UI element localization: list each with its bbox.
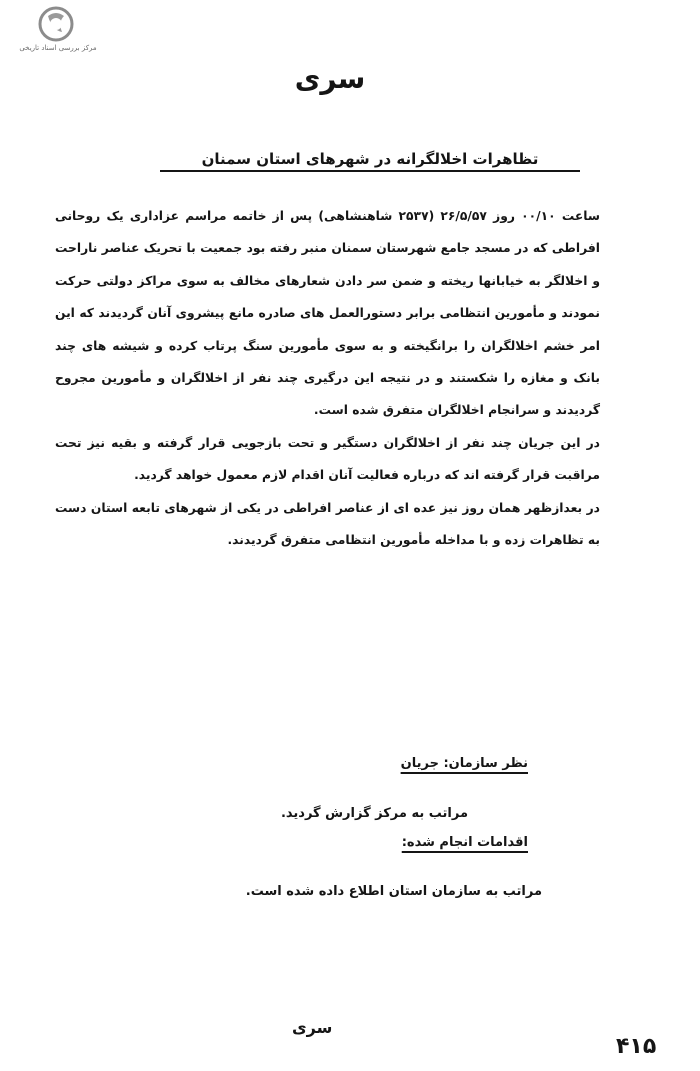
actions-taken-line: اقدامات انجام شده:: [401, 835, 528, 850]
classification-header: سری: [294, 62, 366, 95]
report-line: مراتب به مرکز گزارش گردید.: [280, 806, 468, 821]
circular-logo-icon: [36, 6, 76, 42]
watermark-logo: [8, 6, 104, 54]
footer-classification: سری: [292, 1018, 333, 1037]
watermark-text: مرکز بررسی اسناد تاریخی: [19, 44, 97, 52]
body-paragraph-3: در بعدازظهر همان روز نیز عده ای از عناصر افراطی در یکی از شهرهای تابعه استان دست به تظاهرات زده و با مداخله مأمورین انتظامی متفرق گردیدند.: [55, 500, 600, 548]
body-paragraph-1: ساعت ۰۰/۱۰ روز ۲۶/۵/۵۷ (۲۵۳۷ شاهنشاهی) پس از خاتمه مراسم عزاداری یک روحانی افراطی که در مسجد جامع شهرستان سمنان منبر رفته بود جمعیت با تحریک عناصر ناراحت و اخلالگر به خیابانها ریخته و ضمن سر دادن شعارهای مخالف به سوی مراکز دولتی حرکت نمودند و مأمورین انتظامی برابر دستورالعمل های صادره مانع پیشروی آنان گردیدند که این امر خشم اخلالگران را برانگیخته و به سوی مأمورین سنگ پرتاب کرده و شیشه های چند بانک و مغازه را شکستند و در نتیجه این درگیری چند نفر از اخلالگران و مأمورین مجروح گردیدند و سرانجام اخلالگران متفرق شده است.: [55, 209, 600, 418]
notification-line: مراتب به سازمان استان اطلاع داده شده است.: [245, 884, 542, 899]
document-subject: تظاهرات اخلالگرانه در شهرهای استان سمنان: [160, 150, 580, 172]
organization-opinion-line: نظر سازمان: جریان: [400, 756, 528, 771]
document-body: [55, 200, 600, 556]
page-number: ۴۱۵: [616, 1034, 657, 1059]
body-paragraph-2: در این جریان چند نفر از اخلالگران دستگیر و تحت بازجویی قرار گرفته و بقیه نیز تحت مراقبت قرار گرفته اند که درباره فعالیت آنان اقدام لازم معمول خواهد گردید.: [55, 435, 600, 483]
